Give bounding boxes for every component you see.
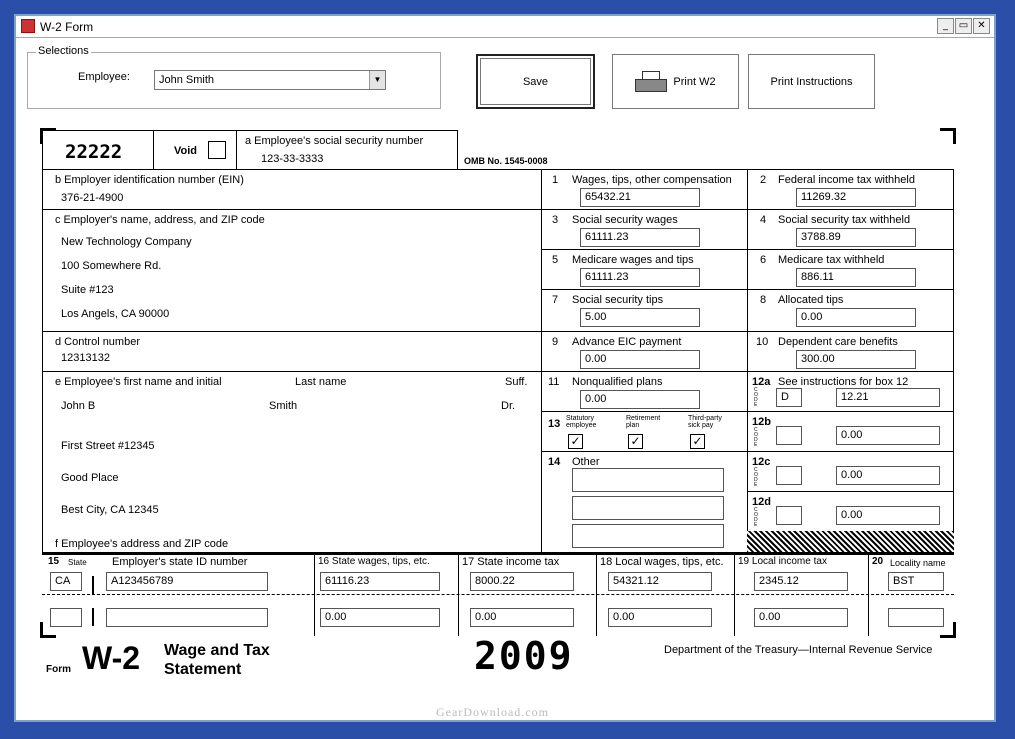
box12c-amount[interactable]: 0.00: [836, 466, 940, 485]
state-wages-field[interactable]: 0.00: [320, 608, 440, 627]
state-wages-label: 16 State wages, tips, etc.: [318, 556, 430, 567]
box-label: Nonqualified plans: [572, 376, 663, 388]
box-code: [42, 130, 154, 170]
employee-select-value: John Smith: [159, 74, 215, 86]
box-d: [42, 331, 542, 372]
box-label: Medicare wages and tips: [572, 254, 694, 266]
local-wages-label: 18 Local wages, tips, etc.: [600, 556, 724, 568]
dependent-care-field[interactable]: 300.00: [796, 350, 916, 369]
form-title-line1: Wage and Tax: [164, 642, 270, 659]
box-3: [541, 209, 748, 250]
state-tax-field[interactable]: 0.00: [470, 608, 574, 627]
box-number: 12c: [752, 456, 771, 468]
suffix-value[interactable]: Dr.: [501, 400, 516, 412]
code-label: C O D E: [754, 387, 758, 408]
box12b-amount[interactable]: 0.00: [836, 426, 940, 445]
box-number: 8: [760, 294, 767, 306]
ein-value[interactable]: 376-21-4900: [61, 192, 124, 204]
medicare-tax-field[interactable]: 886.11: [796, 268, 916, 287]
ssn-label: a Employee's social security number: [245, 135, 424, 147]
form-code: 22222: [65, 141, 123, 163]
print-w2-button[interactable]: [612, 54, 739, 109]
state-label: State: [68, 558, 87, 567]
form-title-line2: Statement: [164, 661, 242, 678]
employer-line[interactable]: Los Angels, CA 90000: [61, 308, 170, 320]
box-number: 3: [552, 214, 559, 226]
state-tax-field[interactable]: 8000.22: [470, 572, 574, 591]
save-button[interactable]: [476, 54, 595, 109]
box-5: [541, 249, 748, 290]
box-number: 14: [548, 456, 561, 468]
box-label: Wages, tips, other compensation: [572, 174, 732, 186]
box-6: [747, 249, 954, 290]
box-14: [541, 451, 748, 553]
employer-label: c Employer's name, address, and ZIP code: [55, 214, 265, 226]
box-a: [236, 130, 458, 170]
box-label: Federal income tax withheld: [778, 174, 915, 186]
box-number: 11: [548, 376, 560, 388]
code-label: C O D E: [754, 427, 758, 448]
box-number: 4: [760, 214, 767, 226]
box12d-code[interactable]: [776, 506, 802, 525]
state-field[interactable]: [50, 608, 82, 627]
employee-name-label: e Employee's first name and initial: [55, 376, 222, 388]
box-number: 5: [552, 254, 559, 266]
ss-tips-field[interactable]: 5.00: [580, 308, 700, 327]
last-name-value[interactable]: Smith: [269, 400, 298, 412]
chevron-down-icon[interactable]: ▼: [369, 71, 385, 89]
local-wages-field[interactable]: 0.00: [608, 608, 712, 627]
box-label: See instructions for box 12: [778, 376, 909, 388]
local-tax-field[interactable]: 0.00: [754, 608, 848, 627]
box-number: 1: [552, 174, 559, 186]
wages-field[interactable]: 65432.21: [580, 188, 700, 207]
app-icon: [21, 19, 35, 33]
suffix-label: Suff.: [505, 376, 528, 388]
hatched-area: [747, 531, 954, 553]
box-label: Advance EIC payment: [572, 336, 682, 348]
local-tax-label: 19 Local income tax: [738, 556, 827, 567]
employee-address-line[interactable]: Good Place: [61, 472, 119, 484]
box-e: [42, 371, 542, 553]
close-button[interactable]: ✕: [973, 18, 990, 34]
box-10: [747, 331, 954, 372]
box-4: [747, 209, 954, 250]
box-b: [42, 169, 542, 210]
box12c-code[interactable]: [776, 466, 802, 485]
box-number: 12d: [752, 496, 771, 508]
other-field-3[interactable]: [572, 524, 724, 548]
other-field-1[interactable]: [572, 468, 724, 492]
void-box: [153, 130, 237, 170]
employee-address-label: f Employee's address and ZIP code: [55, 538, 229, 550]
form-word: Form: [46, 664, 71, 675]
ssn-value[interactable]: 123-33-3333: [261, 153, 324, 165]
box-number: 20: [872, 556, 884, 567]
irs-department: Department of the Treasury—Internal Revenue Service: [664, 644, 933, 656]
box12b-code[interactable]: [776, 426, 802, 445]
selections-label: Selections: [38, 45, 89, 57]
retirement-checkbox[interactable]: ✓: [628, 434, 643, 449]
tax-year: 2009: [474, 634, 574, 678]
employer-line[interactable]: Suite #123: [61, 284, 114, 296]
box-number: 10: [756, 336, 769, 348]
locality-field[interactable]: [888, 608, 944, 627]
first-name-value[interactable]: John B: [61, 400, 96, 412]
title-bar: [16, 16, 994, 38]
print-instructions-button[interactable]: [748, 54, 875, 109]
box-number: 7: [552, 294, 559, 306]
statutory-label: Statutory employee: [566, 415, 597, 429]
retirement-label: Retirement plan: [626, 415, 661, 429]
void-label: Void: [174, 145, 198, 157]
box-9: [541, 331, 748, 372]
thirdparty-checkbox[interactable]: ✓: [690, 434, 705, 449]
box-label: Social security wages: [572, 214, 678, 226]
box-label: Dependent care benefits: [778, 336, 898, 348]
omb-number: OMB No. 1545-0008: [464, 156, 548, 166]
state-id-field[interactable]: [106, 608, 268, 627]
ss-wages-field[interactable]: 61111.23: [580, 228, 700, 247]
save-label: Save: [522, 75, 549, 88]
box-number: 13: [548, 418, 561, 430]
employee-address-line[interactable]: Best City, CA 12345: [61, 504, 159, 516]
window-title: W-2 Form: [40, 20, 94, 34]
box12d-amount[interactable]: 0.00: [836, 506, 940, 525]
box-12a: [747, 371, 954, 412]
statutory-checkbox[interactable]: ✓: [568, 434, 583, 449]
form-name: W-2: [82, 640, 141, 676]
box-7: [541, 289, 748, 332]
state-id-label: Employer's state ID number: [112, 556, 248, 568]
control-label: d Control number: [55, 336, 140, 348]
control-value[interactable]: 12313132: [61, 352, 110, 364]
ein-label: b Employer identification number (EIN): [55, 174, 244, 186]
box-label: Medicare tax withheld: [778, 254, 885, 266]
other-field-2[interactable]: [572, 496, 724, 520]
federal-tax-field[interactable]: 11269.32: [796, 188, 916, 207]
last-name-label: Last name: [295, 376, 347, 388]
box-number: 2: [760, 174, 767, 186]
employer-line[interactable]: New Technology Company: [61, 236, 192, 248]
box-number: 9: [552, 336, 559, 348]
employee-address-line[interactable]: First Street #12345: [61, 440, 155, 452]
allocated-tips-field[interactable]: 0.00: [796, 308, 916, 327]
employee-label: Employee:: [78, 71, 130, 83]
box-c: [42, 209, 542, 332]
nonqualified-field[interactable]: 0.00: [580, 390, 700, 409]
box-2: [747, 169, 954, 210]
code-label: C O D E: [754, 507, 758, 528]
eic-field[interactable]: 0.00: [580, 350, 700, 369]
ss-tax-field[interactable]: 3788.89: [796, 228, 916, 247]
state-id-field[interactable]: A123456789: [106, 572, 268, 591]
box-number: 6: [760, 254, 767, 266]
watermark: GearDownload.com: [436, 705, 549, 719]
locality-label: Locality name: [890, 558, 946, 568]
box-number: 15: [48, 556, 60, 567]
void-checkbox[interactable]: [208, 141, 226, 159]
local-tax-field[interactable]: 2345.12: [754, 572, 848, 591]
employer-line[interactable]: 100 Somewhere Rd.: [61, 260, 162, 272]
box12a-code[interactable]: D: [776, 388, 802, 407]
selections-group: [27, 45, 441, 109]
box-label: Other: [572, 456, 600, 468]
box12a-amount[interactable]: 12.21: [836, 388, 940, 407]
w2-window: [14, 14, 996, 722]
restore-button[interactable]: ▭: [955, 18, 972, 34]
employee-select[interactable]: [154, 70, 386, 90]
box-8: [747, 289, 954, 332]
medicare-wages-field[interactable]: 61111.23: [580, 268, 700, 287]
state-tax-label: 17 State income tax: [462, 556, 560, 568]
box-12c: [747, 451, 954, 492]
box-13: [541, 411, 748, 452]
box-number: 12a: [752, 376, 771, 388]
box-12d: [747, 491, 954, 532]
print-instructions-label: Print Instructions: [770, 75, 853, 88]
box-label: Allocated tips: [778, 294, 844, 306]
box-label: Social security tips: [572, 294, 664, 306]
box-1: [541, 169, 748, 210]
print-w2-label: Print W2: [673, 75, 716, 88]
thirdparty-label: Third-party sick pay: [688, 415, 722, 429]
box-11: [541, 371, 748, 412]
state-wages-field[interactable]: 61116.23: [320, 572, 440, 591]
minimize-button[interactable]: _: [937, 18, 954, 34]
locality-field[interactable]: BST: [888, 572, 944, 591]
local-wages-field[interactable]: 54321.12: [608, 572, 712, 591]
code-label: C O D E: [754, 467, 758, 488]
box-label: Social security tax withheld: [778, 214, 911, 226]
box-12b: [747, 411, 954, 452]
state-field[interactable]: CA: [50, 572, 82, 591]
printer-icon: [635, 69, 667, 95]
box-number: 12b: [752, 416, 771, 428]
w2-form: [42, 130, 954, 636]
